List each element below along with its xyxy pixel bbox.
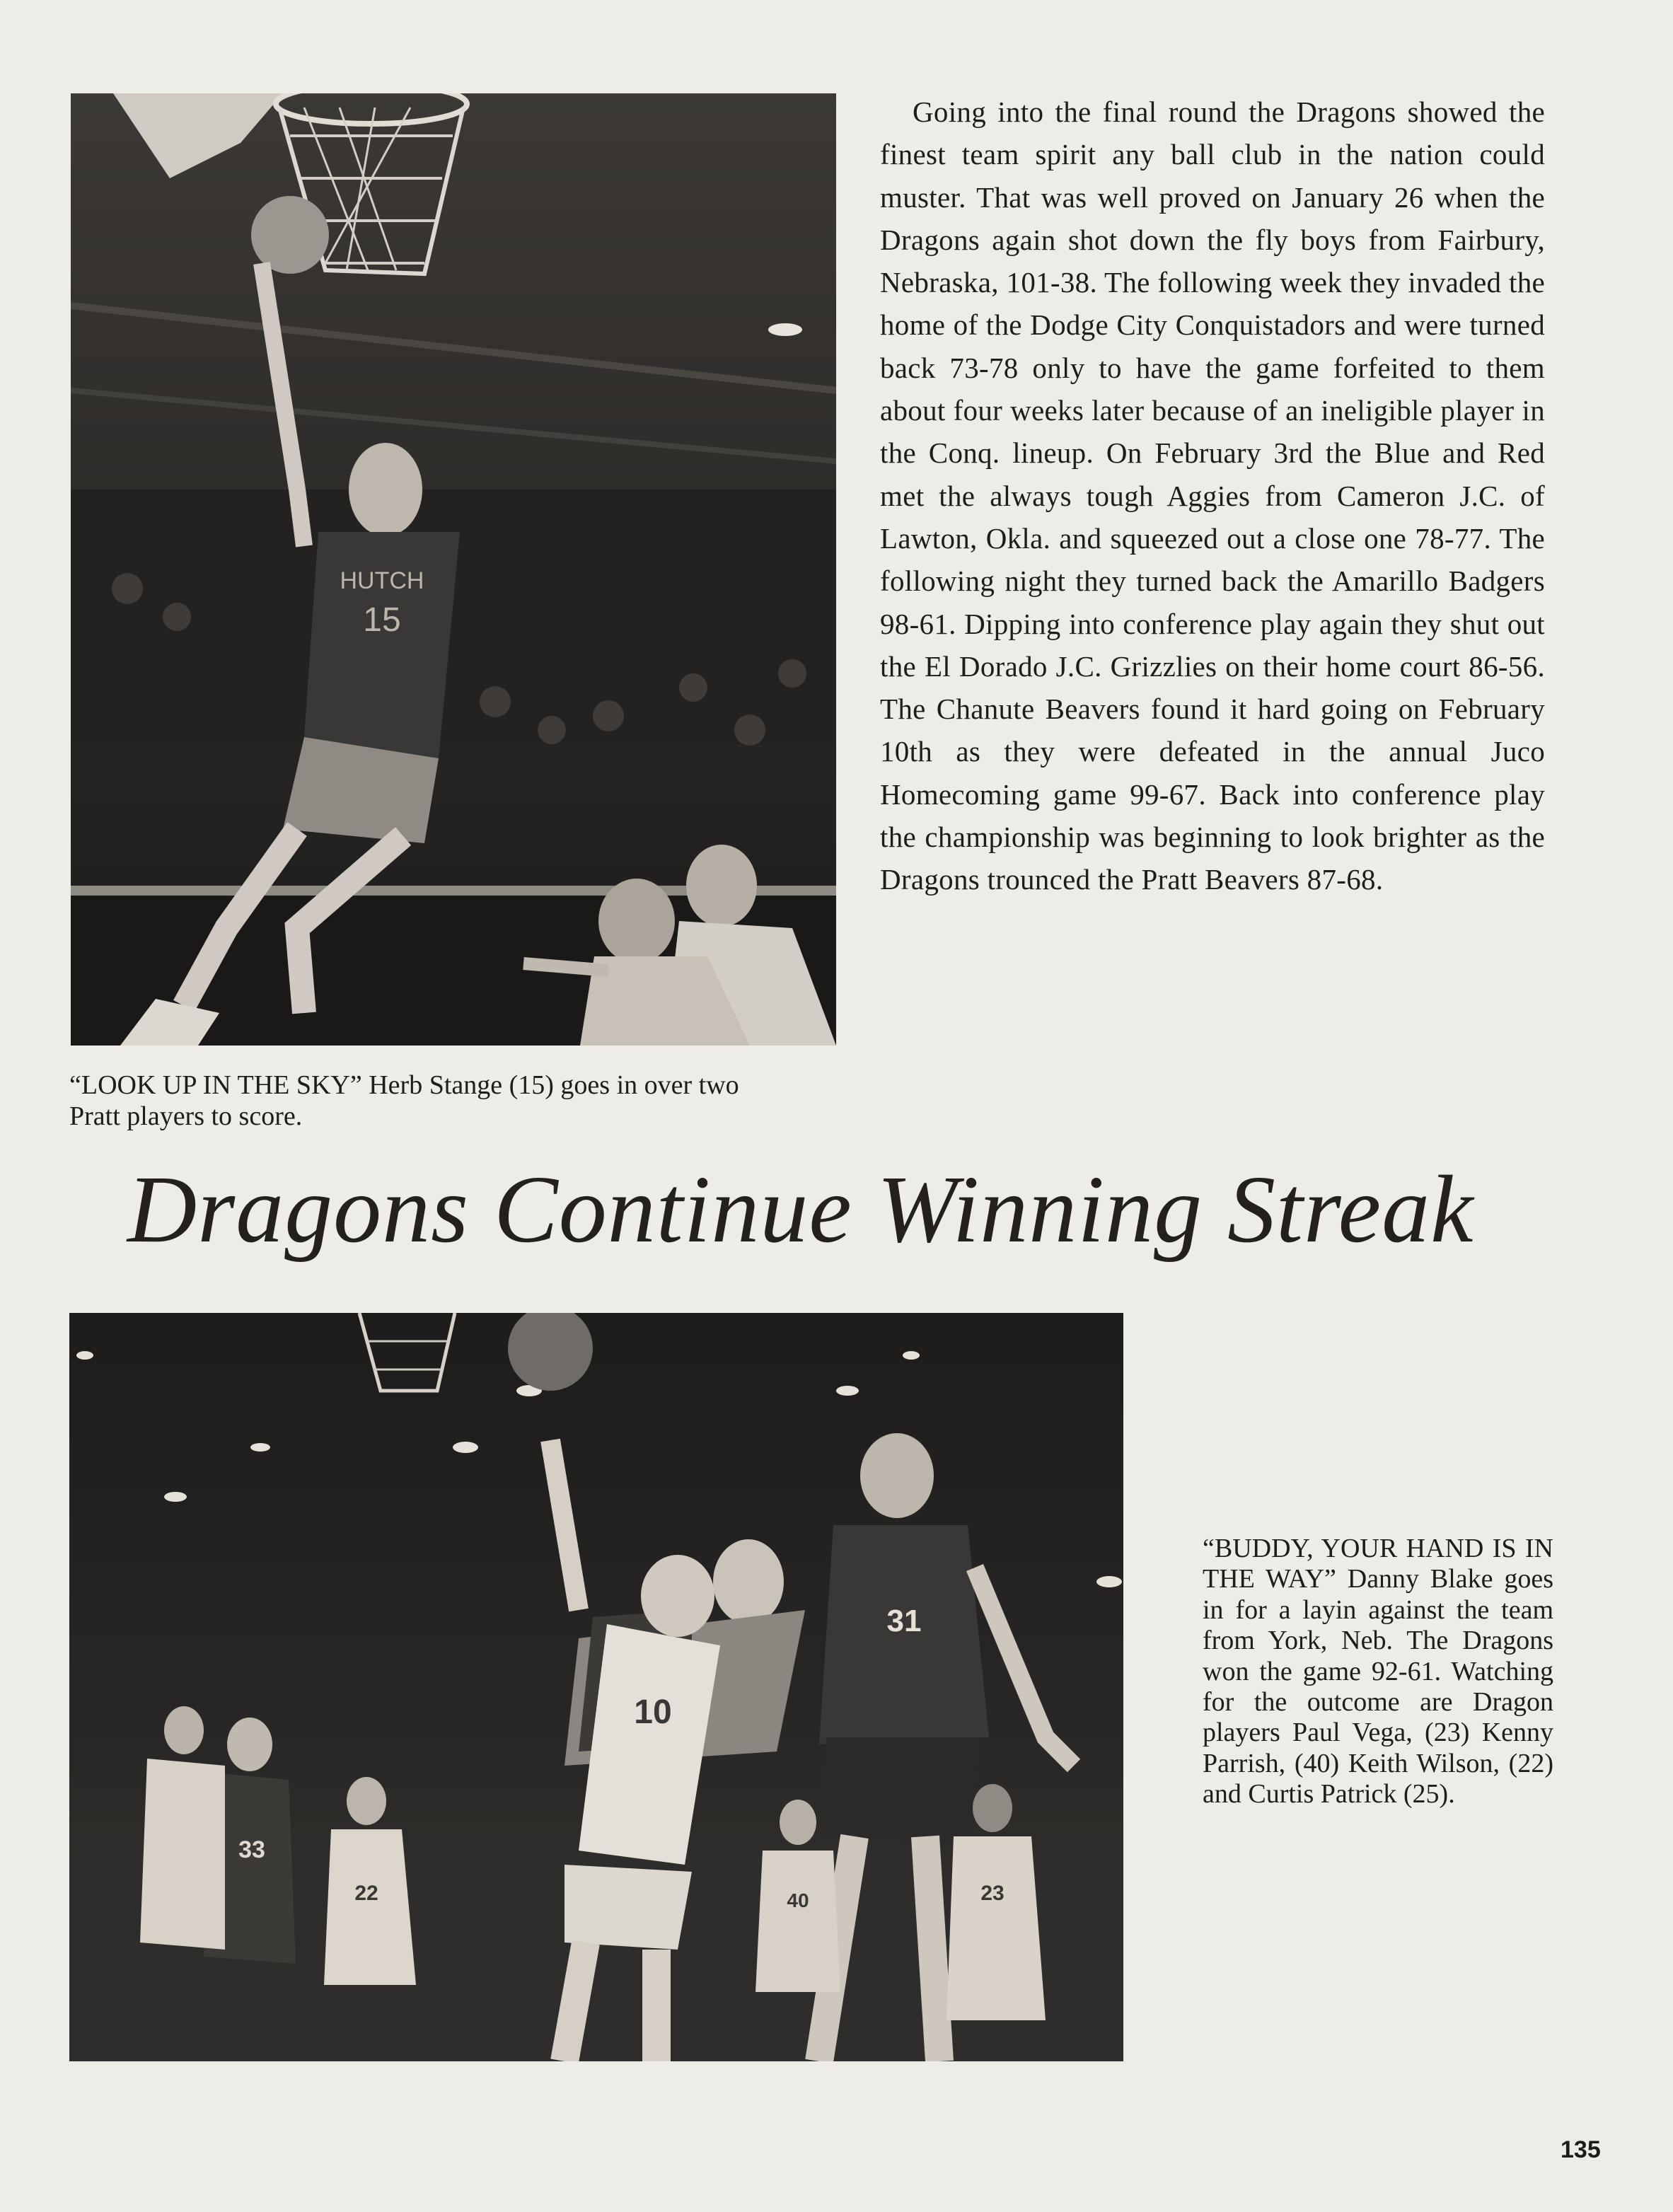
- layup-jersey-number: 15: [363, 601, 401, 639]
- jersey-number-defender: 31: [886, 1604, 922, 1638]
- layup-photo: [71, 93, 836, 1046]
- jersey-number-bench-3: 40: [787, 1889, 809, 1911]
- jersey-number-bench-2: 22: [354, 1882, 378, 1905]
- game-action-photo-artwork: [69, 1313, 1123, 2061]
- layup-photo-caption: “LOOK UP IN THE SKY” Herb Stange (15) goes in over two Pratt players to score.: [69, 1070, 739, 1131]
- game-action-photo: [69, 1313, 1123, 2061]
- layup-photo-artwork: [71, 93, 836, 1046]
- jersey-number-shooter: 10: [634, 1693, 672, 1731]
- page-number: 135: [1561, 2136, 1601, 2163]
- article-body: Going into the final round the Dragons showed the finest team spirit any ball club in the nation could muster. That was well proved on January 26 when the Dragons again shot down the fly boys from Fairbury, Nebraska, 101-38. The following week they invaded the home of the Dodge City Conquistadors and were turned back 73-78 only to have the game forfeited to them about four weeks later because of an ineligible player in the Conq. lineup. On February 3rd the Blue and Red met the always tough Aggies from Cameron J.C. of Lawton, Okla. and squeezed out a close one 78-77. The following night they turned back the Amarillo Badgers 98-61. Dipping into conference play again they shut out the El Dorado J.C. Grizzlies on their home court 86-56. The Chanute Beavers found it hard going on February 10th as they were defeated in the annual Juco Homecoming game 99-67. Back into conference play the championship was beginning to look brighter as the Dragons trounced the Pratt Beavers 87-68.: [880, 95, 1545, 896]
- page-headline: Dragons Continue Winning Streak: [127, 1157, 1474, 1263]
- jersey-number-bench-4: 23: [980, 1882, 1005, 1905]
- jersey-number-bench-1: 33: [238, 1836, 265, 1863]
- layup-jersey-text: HUTCH: [340, 567, 424, 594]
- game-action-photo-caption: “BUDDY, YOUR HAND IS IN THE WAY” Danny Blake goes in for a layin against the team from York, Neb. The Dragons won the game 92-61. Watching for the outcome are Dragon players Paul Vega, (23) Kenny Parrish, (40) Keith Wilson, (22) and Curtis Patrick (25).: [1203, 1534, 1553, 1809]
